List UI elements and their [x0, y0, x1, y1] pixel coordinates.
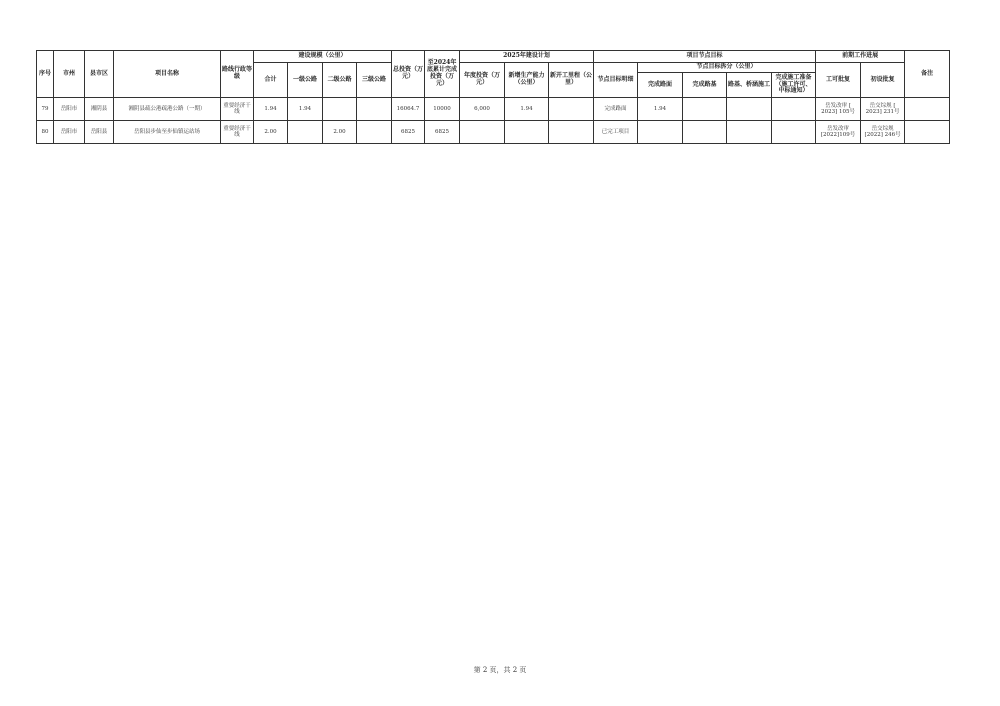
header-seq: 序号: [37, 51, 54, 98]
header-grade2: 二级公路: [323, 63, 357, 98]
cell-project-name: 湘阴县疏公港疏港公路（一期）: [114, 98, 221, 121]
header-new-capacity: 新增生产能力（公里）: [505, 63, 549, 98]
cell-remarks: [905, 121, 950, 144]
cell-approval: 岳发改审 [ 2023] 105号: [816, 98, 861, 121]
header-preliminary: 前期工作进展: [816, 51, 905, 63]
header-node-split: 节点目标拆分（公里）: [638, 63, 816, 73]
cell-total-len: 2.00: [254, 121, 288, 144]
cell-roadbed-bridge: [727, 98, 772, 121]
cell-cum-2024: 6825: [425, 121, 460, 144]
header-roadbed-bridge: 路基、桥涵施工: [727, 73, 772, 98]
cell-annual-invest: [460, 121, 505, 144]
header-node-detail: 节点目标明细: [594, 63, 638, 98]
cell-node-detail: 完成路面: [594, 98, 638, 121]
header-node-target: 项目节点目标: [594, 51, 816, 63]
header-annual-invest: 年度投资（万元）: [460, 63, 505, 98]
cell-grade1: [288, 121, 323, 144]
cell-node-detail: 已完工项目: [594, 121, 638, 144]
cell-total-invest: 6825: [392, 121, 425, 144]
cell-roadbed-bridge: [727, 121, 772, 144]
cell-new-start: [549, 121, 594, 144]
project-table: [36, 50, 950, 144]
header-grade3: 三级公路: [357, 63, 392, 98]
cell-done-surface: 1.94: [638, 98, 683, 121]
cell-remarks: [905, 98, 950, 121]
cell-city: 岳阳市: [54, 121, 85, 144]
cell-total-len: 1.94: [254, 98, 288, 121]
cell-done-roadbed: [683, 98, 727, 121]
header-plan-2025: 2025年建设计划: [460, 51, 594, 63]
header-new-start: 新开工里程（公里）: [549, 63, 594, 98]
header-project-name: 项目名称: [114, 51, 221, 98]
header-done-roadbed: 完成路基: [683, 73, 727, 98]
cell-seq: 79: [37, 98, 54, 121]
cell-route-grade: 重要经济干线: [221, 121, 254, 144]
cell-done-surface: [638, 121, 683, 144]
header-done-surface: 完成路面: [638, 73, 683, 98]
cell-route-grade: 重要经济干线: [221, 98, 254, 121]
header-city: 市州: [54, 51, 85, 98]
cell-grade2: [323, 98, 357, 121]
cell-design-approval: 岳交综规 [ 2023] 231号: [861, 98, 905, 121]
header-remarks: 备注: [905, 51, 950, 98]
cell-county: 湘阴县: [85, 98, 114, 121]
cell-grade2: 2.00: [323, 121, 357, 144]
header-design-approval: 初设批复: [861, 63, 905, 98]
cell-annual-invest: 6,000: [460, 98, 505, 121]
header-approval: 工可批复: [816, 63, 861, 98]
cell-prep-done: [772, 121, 816, 144]
cell-design-approval: 岳交综规 [2022] 246号: [861, 121, 905, 144]
cell-project-name: 岳阳县步仙至步仙镇运站场: [114, 121, 221, 144]
cell-prep-done: [772, 98, 816, 121]
table-row: [37, 98, 950, 121]
header-route-grade: 路线行政等级: [221, 51, 254, 98]
page-footer: 第 2 页，共 2 页: [473, 666, 527, 674]
cell-total-invest: 16064.7: [392, 98, 425, 121]
header-county: 县市区: [85, 51, 114, 98]
cell-done-roadbed: [683, 121, 727, 144]
cell-cum-2024: 10000: [425, 98, 460, 121]
header-prep-done: 完成施工准备（施工许可、中标通知）: [772, 73, 816, 98]
cell-new-capacity: [505, 121, 549, 144]
cell-grade3: [357, 121, 392, 144]
cell-grade1: 1.94: [288, 98, 323, 121]
cell-city: 岳阳市: [54, 98, 85, 121]
cell-grade3: [357, 98, 392, 121]
cell-seq: 80: [37, 121, 54, 144]
table-row: [37, 121, 950, 144]
cell-approval: 岳发改审 [2022]109号: [816, 121, 861, 144]
cell-new-start: [549, 98, 594, 121]
header-total-len: 合计: [254, 63, 288, 98]
header-cum-2024: 至2024年底累计完成投资（万元）: [425, 51, 460, 98]
cell-new-capacity: 1.94: [505, 98, 549, 121]
cell-county: 岳阳县: [85, 121, 114, 144]
header-total-invest: 总投资（万元）: [392, 51, 425, 98]
header-build-scale: 建设规模（公里）: [254, 51, 392, 63]
header-grade1: 一级公路: [288, 63, 323, 98]
